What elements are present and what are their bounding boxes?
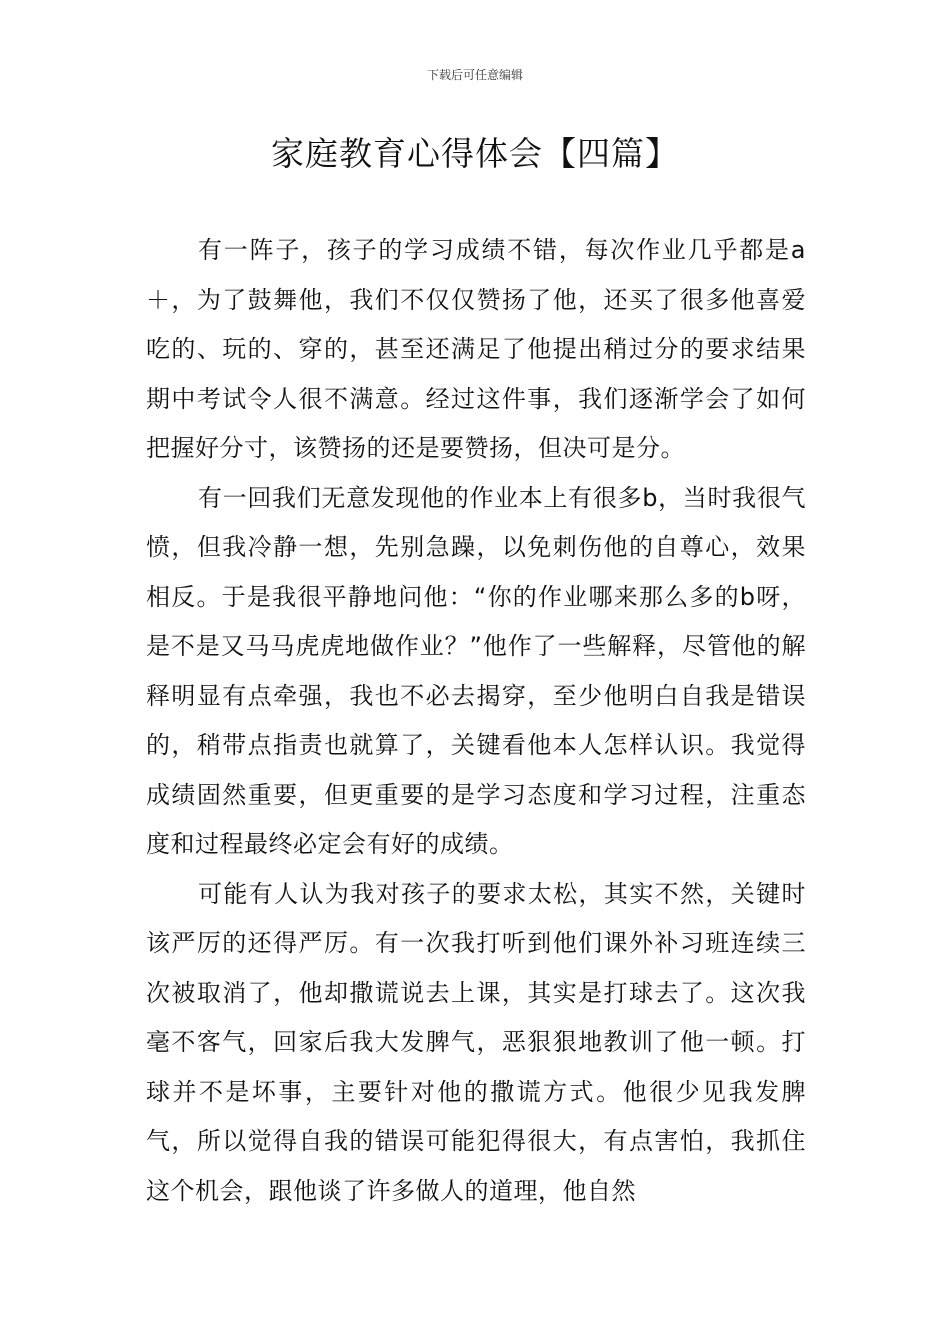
paragraph: 可能有人认为我对孩子的要求太松，其实不然，关键时该严厉的还得严厉。有一次我打听到他们课外补习班连续三次被取消了，他却撒谎说去上课，其实是打球去了。这次我毫不客气，回家后我大发脾气，恶狠狠地教训了他一顿。打球并不是坏事，主要针对他的撒谎方式。他很少见我发脾气，所以觉得自我的错误可能犯得很大，有点害怕，我抓住这个机会，跟他谈了许多做人的道理，他自然	[146, 879, 806, 1205]
header-note: 下载后可任意编辑	[426, 68, 523, 82]
paragraph: 有一回我们无意发现他的作业本上有很多b，当时我很气愤，但我冷静一想，先别急躁，以免刺伤他的自尊心，效果相反。于是我很平静地问他：“你的作业哪来那么多的b呀，是不是又马马虎虎地做作业？”他作了一些解释，尽管他的解释明显有点牵强，我也不必去揭穿，至少他明白自我是错误的，稍带点指责也就算了，关键看他本人怎样认识。我觉得成绩固然重要，但更重要的是学习态度和学习过程，注重态度和过程最终必定会有好的成绩。	[146, 483, 806, 858]
document-body	[146, 226, 806, 1216]
document-title: 家庭教育心得体会【四篇】	[271, 134, 679, 173]
paragraph: 有一阵子，孩子的学习成绩不错，每次作业几乎都是a＋，为了鼓舞他，我们不仅仅赞扬了他，还买了很多他喜爱吃的、玩的、穿的，甚至还满足了他提出稍过分的要求结果期中考试令人很不满意。经过这件事，我们逐渐学会了如何把握好分寸，该赞扬的还是要赞扬，但决可是分。	[146, 236, 806, 462]
